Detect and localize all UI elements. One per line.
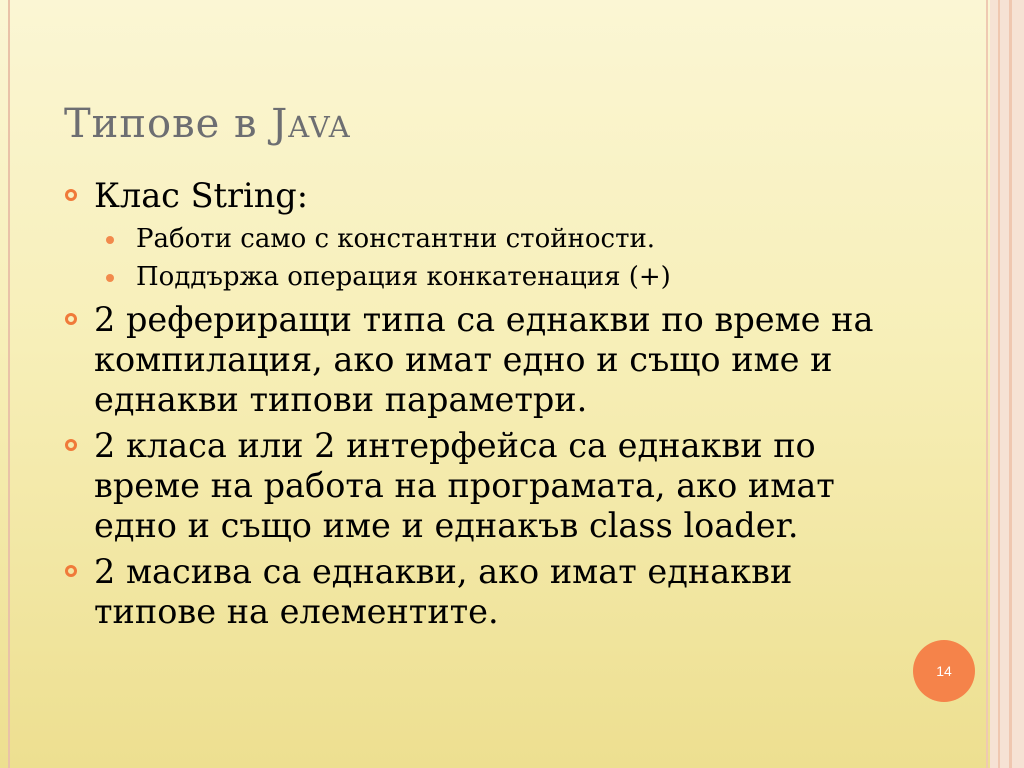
sub-bullet-concatenation (62, 260, 882, 294)
slide-title (64, 101, 351, 147)
bullet-arrays (62, 552, 882, 632)
ring-bullet-icon (65, 189, 77, 201)
right-frame-band (990, 0, 1024, 768)
ring-bullet-icon (65, 565, 77, 577)
bullet-text: 2 рефериращи типа са еднакви по време на компилация, ако имат едно и също име и еднакви типови параметри. (94, 300, 874, 419)
right-frame-line-outer (986, 0, 988, 768)
bullet-text: Клас String: (94, 176, 309, 215)
right-frame-line-middle (998, 0, 1000, 768)
dot-bullet-icon (106, 236, 114, 244)
bullet-runtime-classes (62, 426, 882, 546)
ring-bullet-icon (65, 439, 77, 451)
page-number-badge (913, 640, 975, 702)
ring-bullet-icon (65, 313, 77, 325)
left-frame-line (8, 0, 10, 768)
sub-bullet-text: Работи само с константни стойности. (136, 224, 656, 254)
bullet-text: 2 класа или 2 интерфейса са еднакви по време на работа на програмата, ако имат едно и също име и еднакъв class loader. (94, 426, 835, 545)
slide-title-main: Типове в J (64, 101, 289, 147)
slide-content (62, 176, 882, 638)
bullet-string-class (62, 176, 882, 216)
sub-bullet-constants (62, 222, 882, 256)
dot-bullet-icon (106, 274, 114, 282)
page-number: 14 (936, 663, 952, 679)
bullet-text: 2 масива са еднакви, ако имат еднакви типове на елементите. (94, 552, 793, 631)
sub-bullet-text: Поддържа операция конкатенация (+) (136, 262, 671, 292)
slide-title-smallcaps: AVA (288, 110, 351, 144)
bullet-compile-time-types (62, 300, 882, 420)
right-frame-line-inner (1009, 0, 1012, 768)
